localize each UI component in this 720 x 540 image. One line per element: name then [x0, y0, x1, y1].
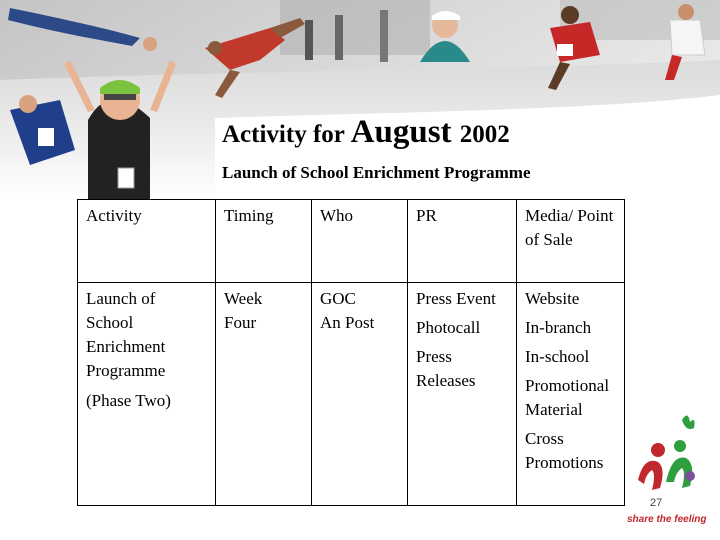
table-row	[78, 283, 625, 506]
cell-line: An Post	[320, 313, 375, 332]
cell-line: Week	[224, 289, 263, 308]
header-activity: Activity	[78, 200, 216, 283]
logo-tagline: share the feeling	[627, 514, 707, 525]
cell-line: Releases	[416, 371, 476, 390]
cell-line: In-school	[525, 347, 590, 366]
slide-subtitle: Launch of School Enrichment Programme	[222, 163, 531, 182]
cell-line: (Phase Two)	[86, 391, 171, 410]
activity-table	[77, 199, 625, 506]
cell-line: Press	[416, 347, 452, 366]
cell-media	[517, 283, 625, 506]
cell-activity	[78, 283, 216, 506]
cell-line: GOC	[320, 289, 356, 308]
special-olympics-world-games-logo	[624, 410, 714, 530]
slide-title	[222, 116, 662, 149]
header-media: Media/ Point of Sale	[517, 200, 625, 283]
cell-line: Programme	[86, 361, 166, 380]
cell-line: School	[86, 313, 134, 332]
table-header-row	[78, 200, 625, 283]
cell-line: Material	[525, 400, 583, 419]
cell-line: Promotional	[525, 376, 610, 395]
cell-timing	[216, 283, 312, 506]
cell-line: Enrichment	[86, 337, 166, 356]
cell-line: Website	[525, 289, 580, 308]
header-pr: PR	[408, 200, 517, 283]
cell-who	[312, 283, 408, 506]
cell-line: Promotions	[525, 453, 604, 472]
title-prefix: Activity for	[222, 121, 351, 148]
title-month: August	[350, 114, 460, 150]
cell-line: Photocall	[416, 318, 481, 337]
cell-line: Four	[224, 313, 257, 332]
cell-pr	[408, 283, 517, 506]
cell-line: Launch of	[86, 289, 156, 308]
cell-line: Press Event	[416, 289, 496, 308]
cell-line: In-branch	[525, 318, 592, 337]
header-who: Who	[312, 200, 408, 283]
cell-line: Cross	[525, 429, 564, 448]
title-year: 2002	[459, 121, 510, 148]
header-timing: Timing	[216, 200, 312, 283]
page-number: 27	[650, 497, 663, 509]
